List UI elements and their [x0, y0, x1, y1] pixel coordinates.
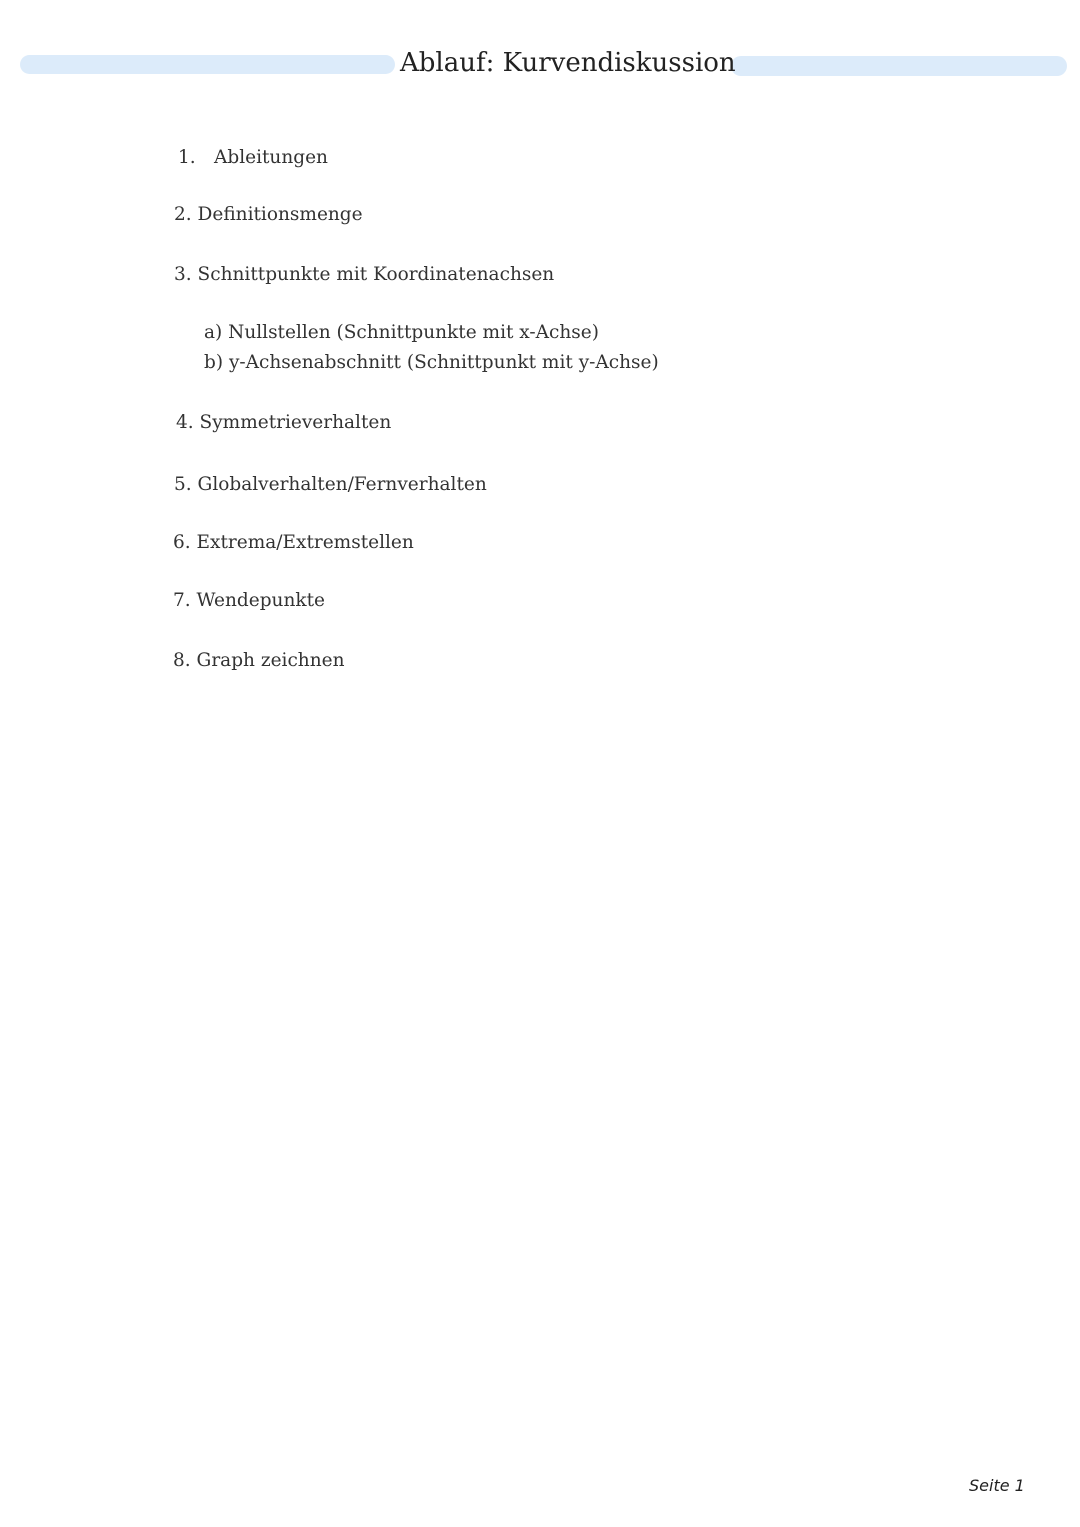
step-8: [173, 650, 345, 671]
step-6: [173, 532, 414, 553]
step-label: Schnittpunkte mit Koordinatenachsen: [197, 264, 555, 285]
step-number: 8.: [173, 650, 191, 671]
substep-b: b) y-Achsenabschnitt (Schnittpunkt mit y-Achse): [204, 352, 659, 373]
step-label: Globalverhalten/Fernverhalten: [197, 474, 487, 495]
step-number: 3.: [174, 264, 192, 285]
step-number: 4.: [176, 412, 194, 433]
step-label: Wendepunkte: [196, 590, 325, 611]
step-number: 6.: [173, 532, 191, 553]
step-4: [176, 412, 391, 433]
header-highlight-right: [731, 56, 1067, 76]
step-label: Graph zeichnen: [196, 650, 345, 671]
step-1: [178, 147, 328, 168]
page-title: Ablauf: Kurvendiskussion: [400, 48, 736, 78]
step-number: 2.: [174, 204, 192, 225]
substep-a: a) Nullstellen (Schnittpunkte mit x-Achse): [204, 322, 599, 343]
step-label: Definitionsmenge: [197, 204, 363, 225]
step-7: [173, 590, 325, 611]
step-number: 5.: [174, 474, 192, 495]
step-2: [174, 204, 363, 225]
step-label: Extrema/Extremstellen: [196, 532, 414, 553]
step-label: Ableitungen: [214, 147, 328, 168]
step-number: 7.: [173, 590, 191, 611]
step-label: Symmetrieverhalten: [199, 412, 392, 433]
page-number: Seite 1: [969, 1476, 1025, 1495]
step-number: 1.: [178, 147, 196, 168]
step-3: [174, 264, 554, 285]
step-5: [174, 474, 487, 495]
header-highlight-left: [20, 55, 395, 74]
